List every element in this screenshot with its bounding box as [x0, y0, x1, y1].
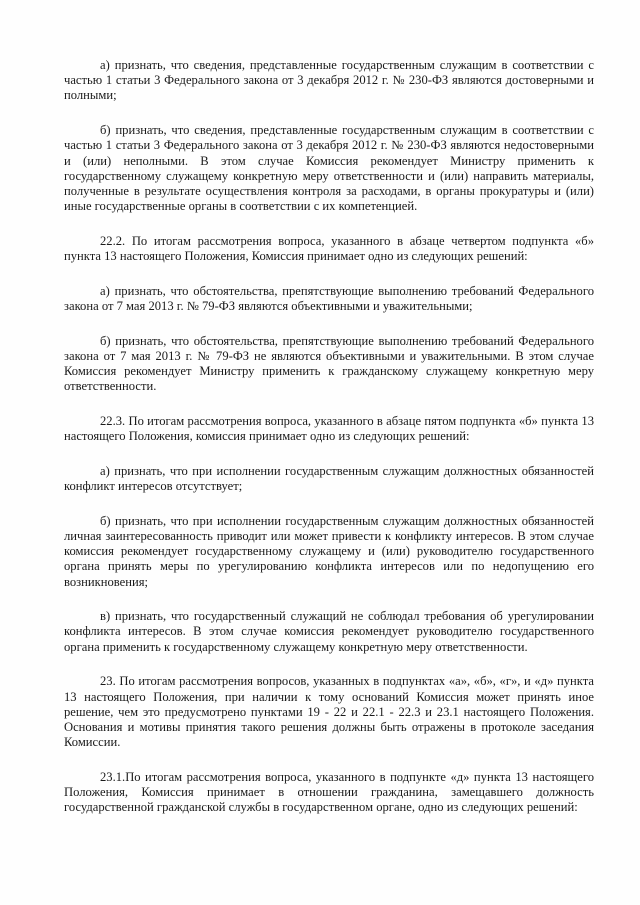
paragraph-23-1: 23.1.По итогам рассмотрения вопроса, указанного в подпункте «д» пункта 13 настоящего Положения, Комиссия принимает в отношении гражданина, замещавшего должность государственной гражданской службы в государственном органе, одно из следующих решений: — [64, 769, 594, 815]
paragraph-22-2-a: а) признать, что обстоятельства, препятствующие выполнению требований Федерального закона от 7 мая 2013 г. № 79-ФЗ являются объективными и уважительными; — [64, 283, 594, 313]
paragraph-22-3: 22.3. По итогам рассмотрения вопроса, указанного в абзаце пятом подпункта «б» пункта 13 настоящего Положения, комиссия принимает одно из следующих решений: — [64, 413, 594, 444]
paragraph-22-2: 22.2. По итогам рассмотрения вопроса, указанного в абзаце четвертом подпункта «б» пункта 13 настоящего Положения, Комиссия принимает одно из следующих решений: — [64, 233, 594, 264]
paragraph-22-3-v: в) признать, что государственный служащий не соблюдал требования об урегулировании конфликта интересов. В этом случае комиссия рекомендует руководителю государственного органа применить к государственному служащему конкретную меру ответственности. — [64, 609, 594, 654]
paragraph-23: 23. По итогам рассмотрения вопросов, указанных в подпунктах «а», «б», «г», и «д» пункта 13 настоящего Положения, при наличии к тому оснований Комиссия может принять иное решение, чем это предусмотрено пунктами 19 - 22 и 22.1 - 22.3 и 23.1 настоящего Положения. Основания и мотивы принятия такого решения должны быть отражены в протоколе заседания Комиссии. — [64, 674, 594, 750]
document-body — [64, 58, 594, 835]
paragraph-22-1-a: а) признать, что сведения, представленные государственным служащим в соответствии с частью 1 статьи 3 Федерального закона от 3 декабря 2012 г. № 230-ФЗ являются достоверными и полными; — [64, 58, 594, 103]
paragraph-22-2-b: б) признать, что обстоятельства, препятствующие выполнению требований Федерального закона от 7 мая 2013 г. № 79-ФЗ не являются объективными и уважительными. В этом случае Комиссия рекомендует Министру применить к гражданскому служащему конкретную меру ответственности. — [64, 333, 594, 394]
paragraph-22-3-a: а) признать, что при исполнении государственным служащим должностных обязанностей конфликт интересов отсутствует; — [64, 463, 594, 494]
paragraph-22-3-b: б) признать, что при исполнении государственным служащим должностных обязанностей личная заинтересованность приводит или может привести к конфликту интересов. В этом случае комиссия рекомендует государственному служащему и (или) руководителю государственного органа принять меры по урегулированию конфликта интересов или по недопущению его возникновения; — [64, 513, 594, 589]
paragraph-22-1-b: б) признать, что сведения, представленные государственным служащим в соответствии с частью 1 статьи 3 Федерального закона от 3 декабря 2012 г. № 230-ФЗ являются недостоверными и (или) неполными. В этом случае Комиссия рекомендует Министру применить к государственному служащему конкретную меру ответственности и (или) направить материалы, полученные в результате осуществления контроля за расходами, в органы прокуратуры и (или) иные государственные органы в соответствии с их компетенцией. — [64, 123, 594, 214]
